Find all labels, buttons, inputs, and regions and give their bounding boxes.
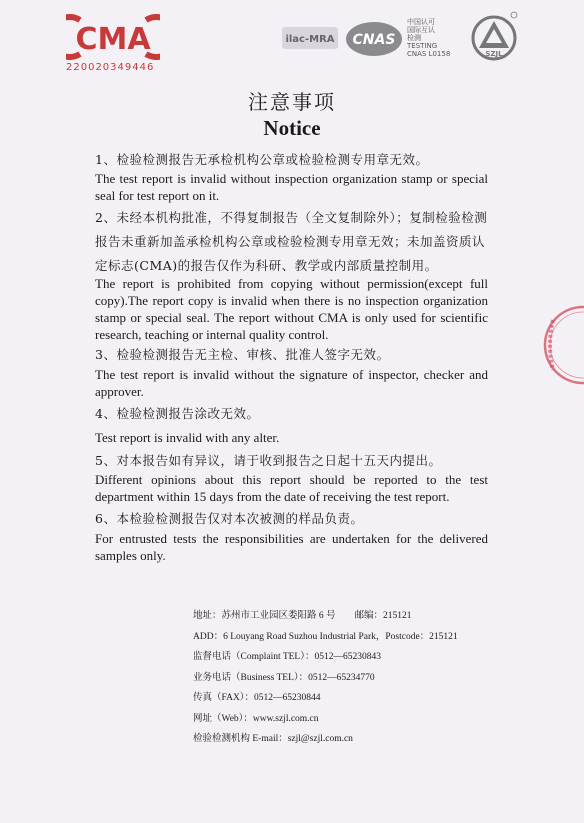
address-cn: 地址：苏州市工业园区娄阳路 6 号 邮编：215121 — [193, 611, 412, 621]
cnas-logo — [345, 20, 403, 58]
complaint-tel: 监督电话（Complaint TEL）：0512—65230843 — [193, 652, 381, 662]
cnas-accreditation-text — [407, 18, 467, 58]
email[interactable]: 检验检测机构 E-mail：szjl@szjl.com.cn — [193, 734, 353, 744]
notice-item-4-cn: 4、检验检测报告涂改无效。 — [95, 406, 260, 421]
notice-item-5-cn: 5、对本报告如有异议，请于收到报告之日起十五天内提出。 — [95, 453, 442, 468]
red-seal-stamp — [535, 300, 584, 390]
ilac-logo-text: ilac-MRA — [285, 34, 335, 45]
contact-block — [193, 606, 513, 750]
address-en: ADD：6 Louyang Road Suzhou Industrial Park，Postcode：215121 — [193, 631, 458, 642]
cma-logo-text: CMA — [75, 22, 151, 57]
business-tel: 业务电话（Business TEL）：0512—65234770 — [193, 672, 375, 683]
ilac-mra-logo — [282, 27, 338, 49]
notice-item-2-cn: 2、未经本机构批准，不得复制报告（全文复制除外）；复制检验检测报告未重新加盖承检机构公章或检验检测专用章无效；未加盖资质认定标志(CMA)的报告仅作为科研、教学或内部质量控制用。 — [95, 210, 488, 273]
fax: 传真（FAX）：0512—65230844 — [193, 693, 321, 703]
szjl-logo-text: SZJL — [485, 50, 503, 58]
cnas-logo-text: CNAS — [352, 32, 396, 48]
notice-item-6-en: For entrusted tests the responsibilities are undertaken for the delivered samples only. — [95, 531, 488, 563]
cnas-line: CNAS L0158 — [407, 50, 451, 58]
cma-logo — [66, 14, 160, 73]
notice-item-5-en: Different opinions about this report should be reported to the test department within 15 days from the date of receiving the test report. — [95, 472, 488, 504]
notice-item-3-en: The test report is invalid without the signature of inspector, checker and approver. — [95, 367, 488, 399]
notice-item-3-cn: 3、检验检测报告无主检、审核、批准人签字无效。 — [95, 347, 390, 362]
notice-item-1-en: The test report is invalid without inspection organization stamp or special seal for test report on it. — [95, 171, 488, 203]
notice-item-2-en: The report is prohibited from copying without permission(except full copy).The report copy is invalid when there is no inspection organization stamp or special seal. The report without CMA is only used for scientific research, teaching or internal quality control. — [95, 276, 488, 342]
cma-number: 220020349446 — [66, 62, 155, 73]
notice-item-4-en: Test report is invalid with any alter. — [95, 430, 280, 445]
title-english: Notice — [263, 116, 321, 140]
cnas-line: 中国认可 — [407, 18, 435, 26]
cma-logo-icon — [66, 14, 160, 60]
notice-item-6-cn: 6、本检验检测报告仅对本次被测的样品负责。 — [95, 511, 364, 526]
cnas-line: TESTING — [407, 42, 438, 50]
cnas-line: 国际互认 — [407, 26, 435, 34]
notice-item-1-cn: 1、检验检测报告无承检机构公章或检验检测专用章无效。 — [95, 152, 429, 167]
website[interactable]: 网址（Web）：www.szjl.com.cn — [193, 713, 319, 724]
title-chinese: 注意事项 — [248, 90, 336, 114]
szjl-logo — [470, 10, 520, 62]
cnas-line: 检测 — [407, 34, 421, 42]
